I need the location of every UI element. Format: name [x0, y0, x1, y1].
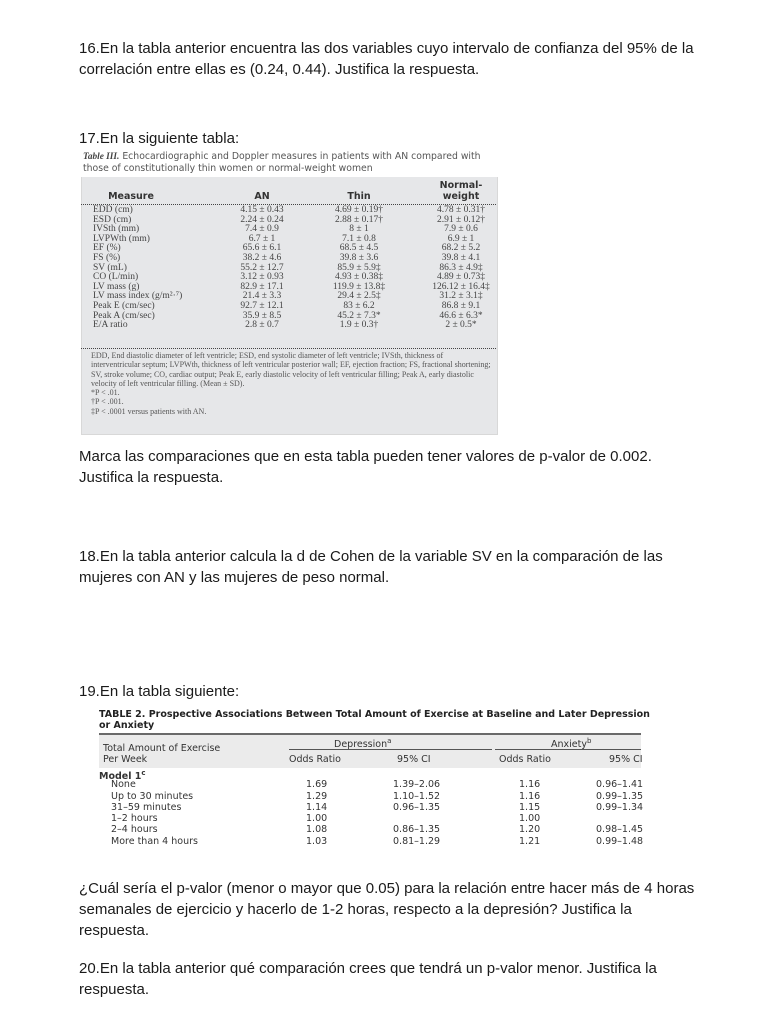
header-measure: Measure	[108, 191, 154, 202]
measure-cell: Peak E (cm/sec)	[93, 300, 155, 311]
an-cell: 65.6 ± 6.1	[242, 243, 282, 254]
question-20-text: 20.En la tabla anterior qué comparación crees que tendrá un p-valor menor. Justifica la respuesta.	[79, 960, 657, 998]
question-17-intro-text: 17.En la siguiente tabla:	[79, 130, 240, 147]
an-cell: 3.12 ± 0.93	[240, 272, 284, 283]
footnote-note-2: †P < .001.	[91, 397, 124, 407]
measure-cell: EDD (cm)	[93, 205, 133, 215]
depression-ci-cell: 1.39–2.06	[393, 779, 441, 791]
question-19-task-text: ¿Cuál sería el p-valor (menor o mayor que 0.05) para la relación entre hacer más de 4 horas semanales de ejercicio y hacerlo de 1-2 horas, respecto a la depresión? Justifica la respuesta.	[79, 880, 695, 939]
table-iii-row	[81, 206, 496, 216]
table-2-row	[99, 835, 644, 847]
depression-or-cell: 1.03	[306, 835, 328, 847]
header-thin: Thin	[347, 191, 371, 202]
anxiety-or-cell: 1.00	[519, 813, 541, 825]
measure-cell: EF (%)	[93, 243, 121, 254]
table-2-row	[99, 801, 644, 813]
an-cell: 82.9 ± 17.1	[240, 281, 284, 292]
thin-cell: 119.9 ± 13.8‡	[332, 281, 386, 292]
thin-cell: 4.93 ± 0.38‡	[335, 272, 383, 283]
question-18	[79, 546, 699, 588]
depression-or-cell: 1.69	[306, 779, 328, 791]
anxiety-ci-cell: 0.98–1.45	[596, 824, 644, 836]
exercise-label-cell: More than 4 hours	[111, 835, 198, 847]
thin-cell: 45.2 ± 7.3*	[337, 310, 381, 321]
an-cell: 4.15 ± 0.43	[240, 205, 284, 215]
measure-cell: LV mass (g)	[93, 281, 140, 292]
footnote-abbreviations: EDD, End diastolic diameter of left ventricle; ESD, end systolic diameter of left ventricle; IVSth, thickness of interventricular septum; LVPWth, thickness of left ventricular posterior wall; EF, ejection fraction; FS, fractional shortening; SV, stroke volume; CO, cardiac output; Peak E, early diastolic velocity of left ventricular filling; Peak A, early diastolic velocity of left ventricular filling. (Mean ± SD).	[91, 351, 491, 388]
table-2-row	[99, 813, 641, 824]
table-iii-row	[81, 254, 496, 264]
measure-cell: ESD (cm)	[93, 214, 132, 225]
table-iii-row	[81, 264, 496, 274]
table-iii-caption	[81, 149, 498, 177]
question-16-text: 16.En la tabla anterior encuentra las dos variables cuyo intervalo de confianza del 95% de la correlación entre ellas es (0.24, 0.44). Justifica la respuesta.	[79, 40, 694, 78]
header-dep-or: Odds Ratio	[289, 754, 341, 765]
anxiety-underline	[495, 749, 641, 750]
exercise-label-cell: 31–59 minutes	[111, 801, 182, 813]
table-iii-footnote	[91, 351, 493, 416]
question-17-task	[79, 446, 699, 488]
header-exercise-line1: Total Amount of Exercise	[103, 743, 221, 754]
thin-cell: 39.8 ± 3.6	[339, 252, 379, 263]
footnote-note-1: *P < .01.	[91, 388, 120, 398]
header-exercise-line2: Per Week	[103, 754, 148, 765]
an-cell: 2.24 ± 0.24	[240, 214, 284, 225]
thin-cell: 4.69 ± 0.19†	[335, 205, 383, 215]
header-anx-or: Odds Ratio	[499, 754, 551, 765]
measure-cell: CO (L/min)	[93, 272, 139, 283]
depression-or-cell: 1.08	[306, 824, 328, 836]
depression-ci-cell: 0.86–1.35	[393, 824, 441, 836]
exercise-label-cell: 2–4 hours	[111, 824, 158, 836]
measure-cell: LVPWth (mm)	[93, 233, 150, 244]
table-iii-row	[81, 235, 496, 245]
normal-weight-cell: 39.8 ± 4.1	[441, 252, 481, 263]
thin-cell: 29.4 ± 2.5‡	[337, 291, 381, 302]
table-iii-row	[81, 321, 496, 331]
question-19-task	[79, 878, 699, 941]
measure-cell: LV mass index (g/m²·⁷)	[93, 291, 183, 302]
an-cell: 92.7 ± 12.1	[240, 300, 284, 311]
normal-weight-cell: 7.9 ± 0.6	[444, 224, 478, 235]
normal-weight-cell: 31.2 ± 3.1‡	[439, 291, 483, 302]
thin-cell: 68.5 ± 4.5	[339, 243, 379, 254]
model-row	[99, 768, 641, 783]
thin-cell: 8 ± 1	[349, 224, 369, 235]
thin-cell: 83 ± 6.2	[343, 300, 375, 311]
normal-weight-cell: 4.89 ± 0.73‡	[437, 272, 485, 283]
measure-cell: Peak A (cm/sec)	[93, 310, 155, 321]
depression-ci-cell: 0.96–1.35	[393, 801, 441, 813]
header-anxiety-sup: b	[586, 737, 592, 745]
measure-cell: FS (%)	[93, 252, 121, 263]
thin-cell: 1.9 ± 0.3†	[339, 320, 379, 331]
header-anx-ci: 95% CI	[609, 754, 643, 765]
anxiety-or-cell: 1.16	[519, 790, 541, 802]
table-iii-divider	[81, 348, 496, 349]
table-2-row	[99, 779, 644, 791]
anxiety-ci-cell: 0.99–1.35	[596, 790, 644, 802]
table-iii-row	[81, 244, 496, 254]
anxiety-ci-cell: 0.99–1.48	[596, 835, 644, 847]
question-18-text: 18.En la tabla anterior calcula la d de Cohen de la variable SV en la comparación de las mujeres con AN y las mujeres de peso normal.	[79, 548, 663, 586]
measure-cell: E/A ratio	[93, 320, 128, 331]
table-2-header	[99, 733, 641, 768]
depression-or-cell: 1.14	[306, 801, 328, 813]
table-iii-body	[81, 206, 496, 331]
table-2-row	[99, 790, 644, 802]
an-cell: 6.7 ± 1	[248, 233, 276, 244]
footnote-note-3: ‡P < .0001 versus patients with AN.	[91, 406, 207, 416]
header-normal-line2: weight	[442, 191, 480, 202]
normal-weight-cell: 4.78 ± 0.31†	[437, 205, 485, 215]
thin-cell: 85.9 ± 5.9‡	[337, 262, 381, 273]
depression-or-cell: 1.29	[306, 790, 328, 802]
an-cell: 55.2 ± 12.7	[240, 262, 284, 273]
question-19-intro-text: 19.En la tabla siguiente:	[79, 683, 240, 700]
header-anxiety-label: Anxiety	[551, 739, 587, 751]
thin-cell: 2.88 ± 0.17†	[335, 214, 383, 225]
exercise-label-cell: None	[111, 779, 136, 791]
header-an: AN	[254, 191, 270, 202]
normal-weight-cell: 2 ± 0.5*	[445, 320, 477, 331]
normal-weight-cell: 2.91 ± 0.12†	[437, 214, 485, 225]
depression-or-cell: 1.00	[306, 813, 328, 825]
anxiety-ci-cell: 0.96–1.41	[596, 779, 644, 791]
normal-weight-cell: 46.6 ± 6.3*	[439, 310, 483, 321]
table-2-title: TABLE 2. Prospective Associations Between Total Amount of Exercise at Baseline and Later Depression or Anxiety	[99, 709, 650, 731]
anxiety-or-cell: 1.16	[519, 779, 541, 791]
header-depression-sup: a	[387, 737, 392, 745]
header-depression-label: Depression	[334, 739, 388, 751]
an-cell: 21.4 ± 3.3	[242, 291, 282, 302]
an-cell: 7.4 ± 0.9	[245, 224, 279, 235]
table-iii-row	[81, 216, 496, 226]
table-2-row	[99, 824, 644, 836]
measure-cell: IVSth (mm)	[93, 224, 140, 235]
question-17-task-text: Marca las comparaciones que en esta tabla pueden tener valores de p-valor de 0.002. Justifica la respuesta.	[79, 448, 652, 486]
table-iii-caption-text: Echocardiographic and Doppler measures in patients with AN compared with those of constitutionally thin women or normal-weight women	[83, 151, 481, 174]
an-cell: 38.2 ± 4.6	[242, 252, 282, 263]
model-sup: c	[141, 769, 146, 777]
normal-weight-cell: 6.9 ± 1	[447, 233, 475, 244]
anxiety-or-cell: 1.20	[519, 824, 541, 836]
question-17-intro	[79, 128, 699, 149]
exercise-label-cell: Up to 30 minutes	[111, 790, 194, 802]
header-normal-line1: Normal-	[439, 180, 483, 191]
depression-underline	[289, 749, 492, 750]
header-normal-weight	[426, 180, 496, 202]
header-dep-ci: 95% CI	[397, 754, 431, 765]
table-2-body	[99, 768, 644, 847]
depression-ci-cell: 1.10–1.52	[393, 790, 441, 802]
table-iii-label: Table III.	[83, 152, 120, 162]
normal-weight-cell: 86.3 ± 4.9‡	[439, 262, 483, 273]
depression-ci-cell: 0.81–1.29	[393, 835, 441, 847]
anxiety-ci-cell: 0.99–1.34	[596, 801, 644, 813]
normal-weight-cell: 126.12 ± 16.4‡	[432, 281, 490, 292]
an-cell: 2.8 ± 0.7	[245, 320, 279, 331]
anxiety-or-cell: 1.21	[519, 835, 541, 847]
normal-weight-cell: 86.8 ± 9.1	[441, 300, 481, 311]
table-iii-header	[81, 177, 496, 205]
measure-cell: SV (mL)	[93, 262, 127, 273]
normal-weight-cell: 68.2 ± 5.2	[441, 243, 481, 254]
question-20	[79, 958, 699, 1000]
an-cell: 35.9 ± 8.5	[242, 310, 282, 321]
exercise-label-cell: 1–2 hours	[111, 813, 158, 825]
question-19-intro	[79, 681, 699, 702]
thin-cell: 7.1 ± 0.8	[342, 233, 376, 244]
table-iii-row	[81, 312, 496, 322]
question-16	[79, 38, 699, 80]
anxiety-or-cell: 1.15	[519, 801, 541, 813]
model-label-text: Model 1	[99, 771, 142, 783]
